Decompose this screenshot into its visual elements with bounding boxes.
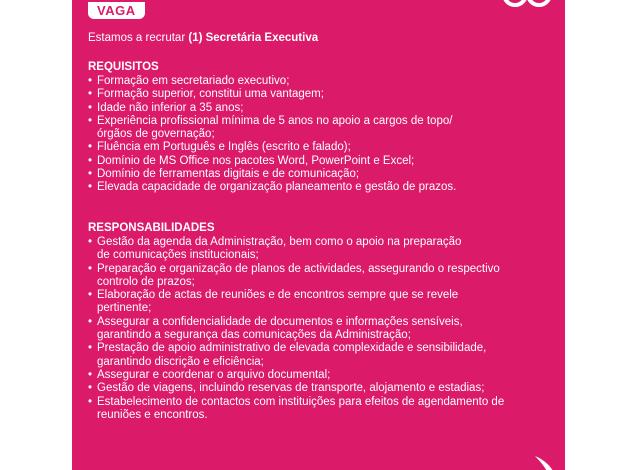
brand-logo-icon — [497, 0, 557, 10]
intro-line — [88, 32, 318, 44]
requisitos-title: REQUISITOS — [88, 61, 159, 73]
list-item: • Estabelecimento de contactos com instituições para efeitos de agendamento de reuniões e encontros. — [88, 396, 517, 423]
list-item: • Preparação e organização de planos de actividades, assegurando o respectivo controlo de prazos; — [88, 263, 517, 290]
list-item: • Formação em secretariado executivo; — [88, 75, 558, 88]
responsabilidades-list — [88, 236, 558, 422]
requisitos-list — [88, 75, 558, 195]
vaga-badge: VAGA — [88, 2, 145, 19]
list-item: • Fluência em Português e Inglês (escrito e falado); — [88, 141, 558, 154]
list-item: • Elevada capacidade de organização planeamento e gestão de prazos. — [88, 181, 558, 194]
list-item: • Domínio de ferramentas digitais e de comunicação; — [88, 168, 558, 181]
list-item: • Prestação de apoio administrativo de elevada complexidade e sensibilidade, garantindo discrição e eficiência; — [88, 342, 487, 369]
corner-swoosh-icon — [531, 454, 559, 470]
list-item: • Domínio de MS Office nos pacotes Word, PowerPoint e Excel; — [88, 155, 558, 168]
list-item: • Formação superior, constitui uma vantagem; — [88, 88, 558, 101]
intro-prefix: Estamos a recrutar — [88, 32, 186, 44]
list-item: • Experiência profissional mínima de 5 anos no apoio a cargos de topo/órgãos de governação; — [88, 115, 467, 142]
list-item: • Assegurar e coordenar o arquivo documental; — [88, 369, 558, 382]
responsabilidades-section — [88, 221, 558, 422]
list-item: • Assegurar a confidencialidade de documentos e informações sensíveis, garantindo a segurança das comunicações da Administração; — [88, 316, 487, 343]
position-title: (1) Secretária Executiva — [188, 32, 319, 44]
list-item: • Idade não inferior a 35 anos; — [88, 102, 558, 115]
list-item: • Gestão da agenda da Administração, bem como o apoio na preparação de comunicações institucionais; — [88, 236, 467, 263]
list-item: • Elaboração de actas de reuniões e de encontros sempre que se revele pertinente; — [88, 289, 507, 316]
job-poster — [72, 0, 565, 470]
requisitos-section — [88, 60, 558, 195]
responsabilidades-title: RESPONSABILIDADES — [88, 222, 215, 234]
list-item: • Gestão de viagens, incluindo reservas de transporte, alojamento e estadias; — [88, 382, 512, 395]
